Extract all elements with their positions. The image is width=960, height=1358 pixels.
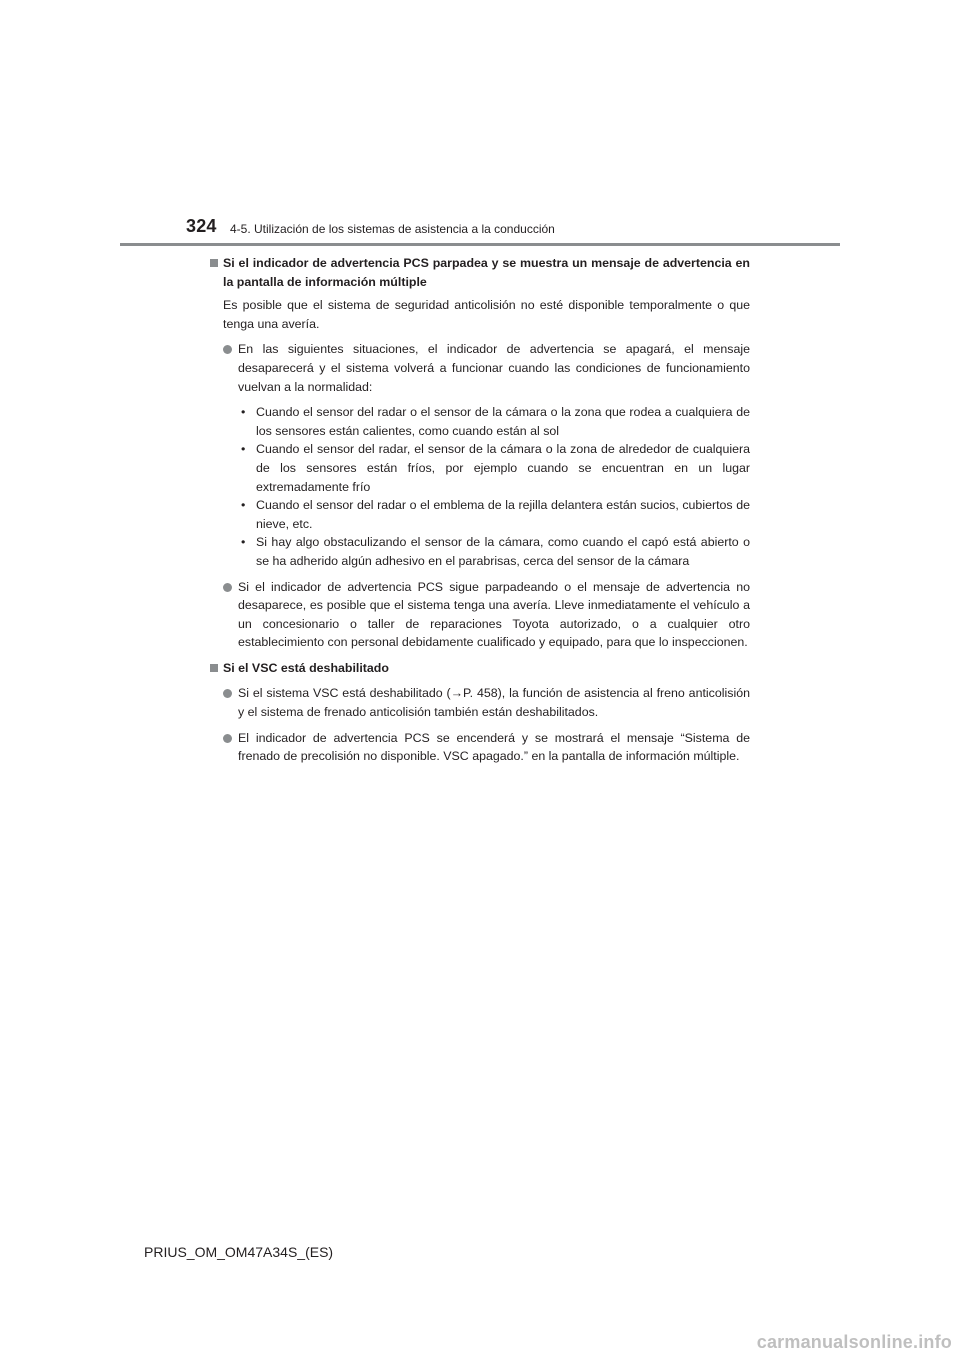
footer-code: PRIUS_OM_OM47A34S_(ES) [144, 1244, 334, 1260]
page-content [210, 254, 750, 766]
sub-list-item [238, 533, 750, 570]
list-item [210, 729, 750, 766]
bullet-icon: • [241, 498, 246, 513]
circle-bullet-icon [223, 734, 232, 743]
list-item-text: El indicador de advertencia PCS se encenderá y se mostrará el mensaje “Sistema de frenado de precolisión no disponible. VSC apagado.” en la pantalla de información múltiple. [238, 730, 750, 764]
section-title: 4-5. Utilización de los sistemas de asistencia a la conducción [230, 222, 555, 236]
list-item-text: Si el indicador de advertencia PCS sigue parpadeando o el mensaje de advertencia no desaparece, es posible que el sistema tenga una avería. Lleve inmediatamente el vehículo a un concesionario o taller de reparaciones Toyota autorizado, o a cualquier otro establecimiento con personal debidamente cualificado y equipado, para que lo inspeccionen. [238, 579, 750, 650]
list-item [210, 578, 750, 652]
watermark: carmanualsonline.info [756, 1332, 952, 1352]
sub-list-item [238, 440, 750, 496]
list-item-text: En las siguientes situaciones, el indicador de advertencia se apagará, el mensaje desaparecerá y el sistema volverá a funcionar cuando las condiciones de funcionamiento vuelvan a la normalidad: [238, 342, 750, 394]
sub-list-item-text: Si hay algo obstaculizando el sensor de la cámara, como cuando el capó está abierto o se ha adherido algún adhesivo en el parabrisas, cerca del sensor de la cámara [256, 535, 750, 568]
sub-list-item [238, 403, 750, 440]
sub-list-item-text: Cuando el sensor del radar o el emblema de la rejilla delantera están sucios, cubiertos de nieve, etc. [256, 498, 750, 531]
bullet-icon: • [241, 442, 246, 457]
page-number: 324 [186, 216, 217, 236]
sub-list-item-text: Cuando el sensor del radar, el sensor de la cámara o la zona de alrededor de cualquiera de los sensores están fríos, por ejemplo cuando se encuentran en un lugar extremadamente frío [256, 442, 750, 494]
page-header [0, 0, 960, 250]
heading-text: Si el indicador de advertencia PCS parpadea y se muestra un mensaje de advertencia en la pantalla de información múltiple [223, 256, 750, 289]
square-bullet-icon [210, 664, 218, 672]
header-divider [120, 243, 840, 246]
circle-bullet-icon [223, 583, 232, 592]
circle-bullet-icon [223, 689, 232, 698]
square-bullet-icon [210, 259, 218, 267]
sub-list [210, 403, 750, 570]
section-heading-pcs-warning [210, 254, 750, 291]
sub-list-item-text: Cuando el sensor del radar o el sensor de la cámara o la zona que rodea a cualquiera de los sensores están calientes, como cuando están al sol [256, 405, 750, 438]
circle-bullet-icon [223, 345, 232, 354]
intro-paragraph: Es posible que el sistema de seguridad anticolisión no esté disponible temporalmente o que tenga una avería. [223, 298, 750, 331]
sub-list-item [238, 496, 750, 533]
list-item-text: Si el sistema VSC está deshabilitado (→P. 458), la función de asistencia al freno anticolisión y el sistema de frenado anticolisión también están deshabilitados. [238, 686, 750, 720]
list-item [210, 340, 750, 396]
bullet-icon: • [241, 405, 246, 420]
list-item [210, 684, 750, 721]
bullet-icon: • [241, 535, 246, 550]
section-heading-vsc-disabled [210, 659, 750, 678]
heading-text: Si el VSC está deshabilitado [223, 660, 389, 675]
